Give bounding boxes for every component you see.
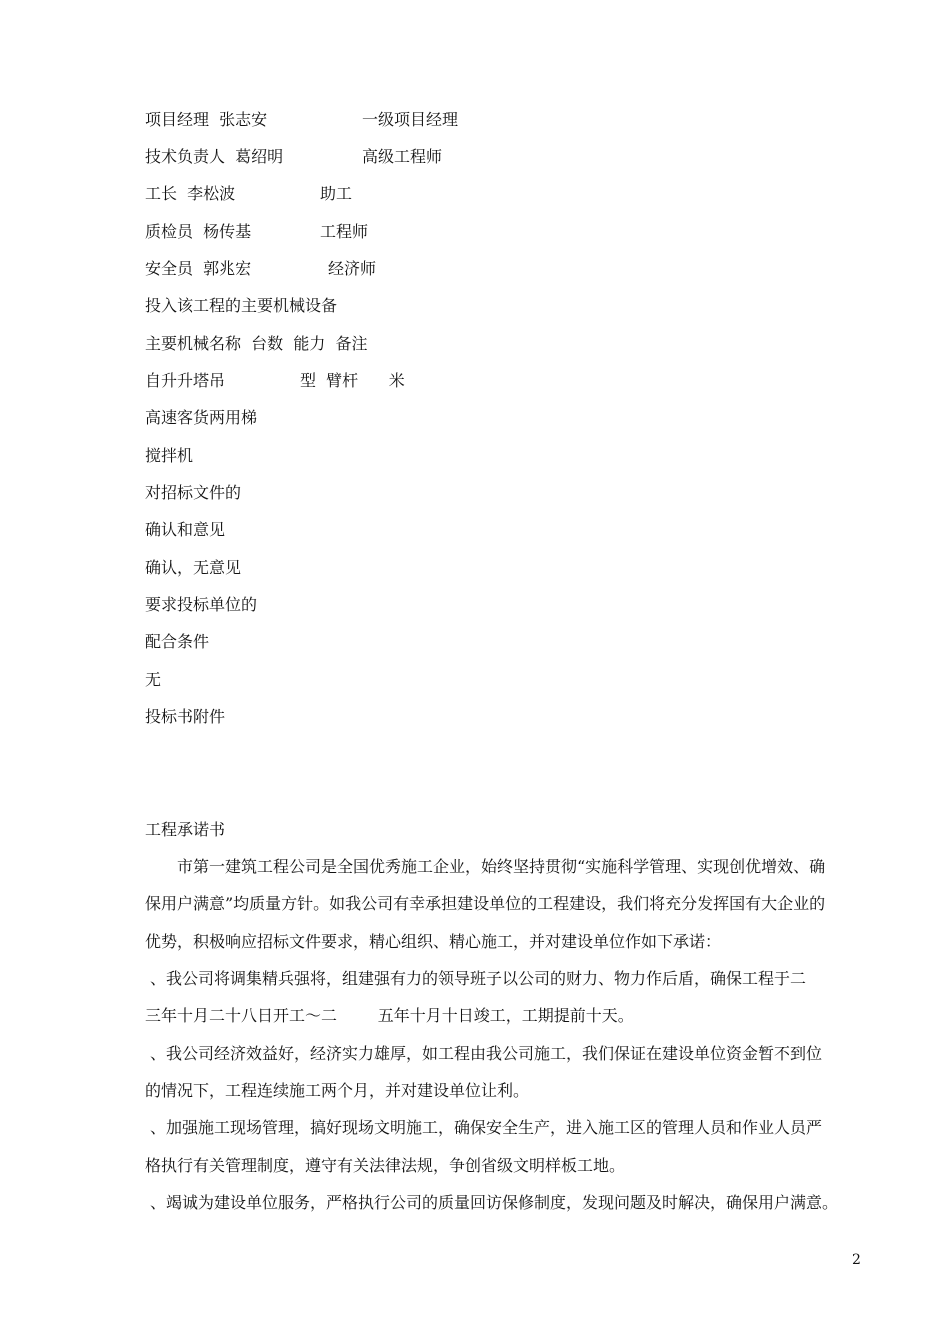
commitment-line: 、加强施工现场管理，搞好现场文明施工，确保安全生产，进入施工区的管理人员和作业人员严 bbox=[150, 1118, 823, 1137]
equipment-name: 高速客货两用梯 bbox=[145, 408, 258, 427]
equipment-spec: 型 臂杆 米 bbox=[300, 371, 405, 390]
bid-line: 对招标文件的 bbox=[145, 483, 242, 502]
commitment-line: 优势，积极响应招标文件要求，精心组织、精心施工，并对建设单位作如下承诺： bbox=[145, 932, 722, 951]
equipment-heading: 投入该工程的主要机械设备 bbox=[145, 296, 338, 315]
staff-row-title: 经济师 bbox=[328, 259, 377, 278]
staff-row-name: 质检员 杨传基 bbox=[145, 222, 252, 241]
commitment-line: 格执行有关管理制度，遵守有关法律法规，争创省级文明样板工地。 bbox=[145, 1156, 626, 1175]
bid-line: 要求投标单位的 bbox=[145, 595, 258, 614]
equipment-columns: 主要机械名称 台数 能力 备注 bbox=[145, 334, 368, 353]
page-number: 2 bbox=[852, 1252, 861, 1268]
staff-row-title: 一级项目经理 bbox=[362, 110, 459, 129]
staff-row-name: 项目经理 张志安 bbox=[145, 110, 268, 129]
staff-row-name: 工长 李松波 bbox=[145, 184, 236, 203]
commitment-line: 保用户满意”均质量方针。如我公司有幸承担建设单位的工程建设，我们将充分发挥国有大企业的 bbox=[145, 894, 826, 913]
commitment-line: 、我公司将调集精兵强将，组建强有力的领导班子以公司的财力、物力作后盾，确保工程于二 bbox=[150, 969, 807, 988]
staff-row-title: 助工 bbox=[320, 184, 353, 203]
bid-line: 无 bbox=[145, 670, 162, 689]
equipment-name: 自升升塔吊 bbox=[145, 371, 226, 390]
staff-row-title: 高级工程师 bbox=[362, 147, 443, 166]
bid-line: 投标书附件 bbox=[145, 707, 226, 726]
staff-row-name: 安全员 郭兆宏 bbox=[145, 259, 252, 278]
commitment-line: 的情况下，工程连续施工两个月，并对建设单位让利。 bbox=[145, 1081, 530, 1100]
commitment-line: 市第一建筑工程公司是全国优秀施工企业，始终坚持贯彻“实施科学管理、实现创优增效、确 bbox=[177, 857, 826, 876]
bid-line: 配合条件 bbox=[145, 632, 210, 651]
commitment-line: 、我公司经济效益好，经济实力雄厚，如工程由我公司施工，我们保证在建设单位资金暂不到位 bbox=[150, 1044, 823, 1063]
staff-row-title: 工程师 bbox=[320, 222, 369, 241]
staff-row-name: 技术负责人 葛绍明 bbox=[145, 147, 284, 166]
commitment-line: 、竭诚为建设单位服务，严格执行公司的质量回访保修制度，发现问题及时解决，确保用户满意。 bbox=[150, 1193, 839, 1212]
bid-line: 确认和意见 bbox=[145, 520, 226, 539]
equipment-name: 搅拌机 bbox=[145, 446, 194, 465]
commitment-title: 工程承诺书 bbox=[145, 820, 226, 839]
bid-line: 确认，无意见 bbox=[145, 558, 242, 577]
commitment-line: 三年十月二十八日开工～二 五年十月十日竣工，工期提前十天。 bbox=[145, 1006, 634, 1025]
